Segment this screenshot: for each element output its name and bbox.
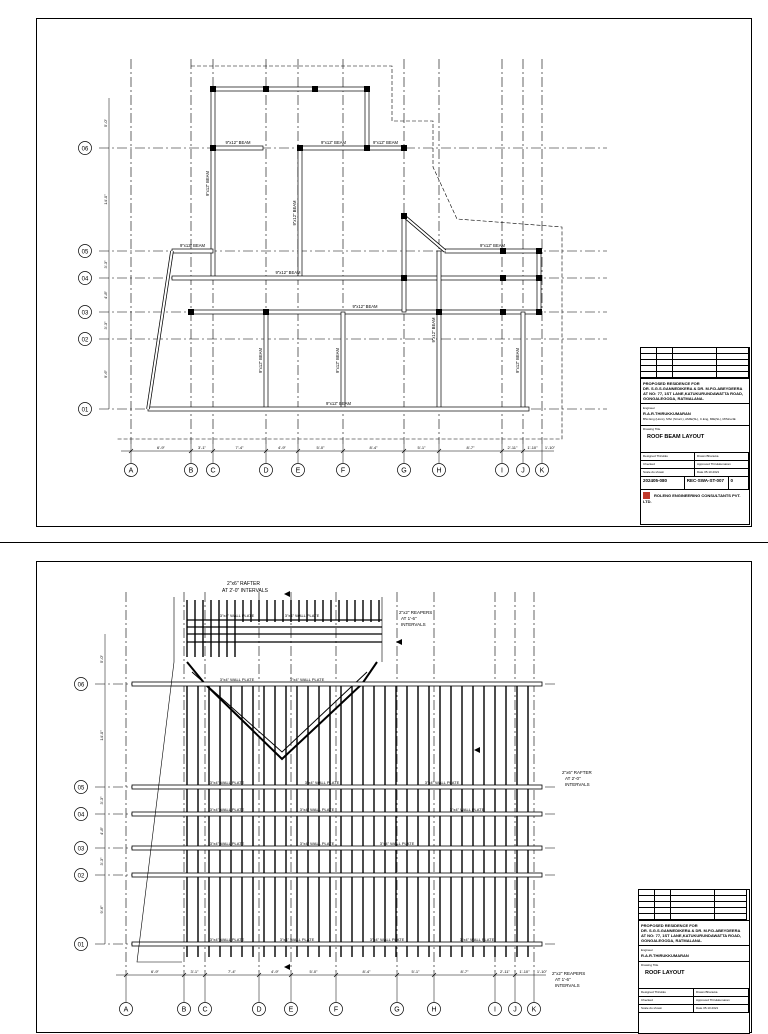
beam-label: 9"x12" BEAM: [325, 401, 352, 406]
grid-label-05: 05: [77, 785, 85, 792]
plate-label: 3"x4" WALL PLATE: [284, 613, 320, 618]
designed-label: Designed: [643, 454, 656, 458]
grid-label-02: 02: [77, 873, 85, 880]
beam: [537, 251, 541, 312]
plate-label: 3"x4" WALL PLATE: [379, 841, 415, 846]
approved-label: Approved: [697, 462, 710, 466]
column: [436, 309, 442, 315]
grid-label-C: C: [210, 467, 216, 475]
beam: [445, 249, 540, 253]
beam-label: 9"x12" BEAM: [320, 140, 347, 145]
company-name: ROLENG ENGINEERING CONSULTANTS PVT. LTD.: [643, 492, 741, 504]
note-reapers-bottom: 2"x2" REAPERS: [552, 971, 586, 976]
drawing-number: REC-SWA-ST-007: [686, 478, 725, 483]
checked-label: Checked: [641, 998, 653, 1002]
beam-label: 9"x12" BEAM: [515, 347, 520, 374]
grid-label-B: B: [181, 1006, 187, 1014]
grid-label-D: D: [263, 467, 269, 475]
note-rafter-top-interval: AT 2'-0" INTERVALS: [222, 588, 268, 594]
beam: [172, 276, 404, 280]
bay-dimension: 5'-0": [316, 445, 325, 450]
row-dimension: 3'-3": [99, 796, 104, 805]
address-line-2: GONGALEGODA, RATMALANA.: [641, 938, 702, 943]
column: [210, 86, 216, 92]
bay-dimension: 6'-9": [157, 445, 165, 450]
beam-label: 9"x12" BEAM: [225, 140, 251, 145]
drawn-label: Drawn: [696, 990, 705, 994]
checked-label: Checked: [643, 462, 655, 466]
grid-label-J: J: [521, 467, 525, 475]
scale: As shown: [649, 1006, 663, 1010]
grid-label-K: K: [531, 1006, 537, 1014]
bay-dimension: 8'-7": [460, 969, 469, 974]
plate-label: 3"x4" WALL PLATE: [219, 613, 255, 618]
column: [500, 248, 506, 254]
beam-label: 9"x12" BEAM: [275, 270, 301, 275]
row-dimension: 14'-0": [99, 730, 104, 741]
row-dimension: 14'-0": [103, 194, 108, 205]
grid-label-H: H: [431, 1006, 437, 1014]
row-dimension: 3'-3": [103, 321, 108, 330]
grid-label-A: A: [128, 467, 134, 475]
note-rafter-right-interval: AT 2'-0": [565, 776, 581, 781]
wall-plate: [132, 942, 542, 946]
revision-table: [641, 348, 749, 379]
drawn-by: Bhanuka: [705, 990, 718, 994]
section-marker-icon: [474, 747, 480, 753]
plate-label: 3"x4" WALL PLATE: [424, 780, 460, 785]
column: [401, 275, 407, 281]
grid-label-I: I: [501, 467, 503, 475]
section-marker-icon: [284, 591, 290, 597]
owners: DR. S.G.S.GANNEDIKERA & DR. M.P.D.ABEYDEERA: [641, 928, 741, 933]
column: [364, 86, 370, 92]
wall-plate: [132, 873, 542, 877]
bay-dimension: 4'-9": [278, 445, 286, 450]
roof-beam-layout-sheet: [36, 18, 752, 527]
address-line-2: GONGALEGODA, RATMALANA.: [643, 396, 704, 401]
note-reapers-top: 2"x2" REAPERS: [399, 610, 433, 615]
plate-label: 3"x4" WALL PLATE: [209, 807, 245, 812]
drawn-label: Drawn: [697, 454, 706, 458]
grid-label-01: 01: [77, 942, 85, 949]
plate-label: 3"x4" WALL PLATE: [209, 780, 245, 785]
bay-dimension: 2'-11": [507, 445, 518, 450]
grid-label-I: I: [494, 1006, 496, 1014]
note-rafter-top: 2"x6" RAFTER: [227, 581, 261, 587]
engineer-name: R.A.R.THIRUKKUMARAN: [643, 411, 691, 416]
beam-label: 9"x12" BEAM: [335, 347, 340, 374]
engineer-details: BSc.Eng (Hons), MSc (Struct.), AMIE(SL), C.Eng, MIE(SL), MIStructE: [643, 417, 736, 421]
grid-label-C: C: [202, 1006, 208, 1014]
plate-label: 3"x4" WALL PLATE: [209, 841, 245, 846]
drawing-title: ROOF BEAM LAYOUT: [647, 434, 705, 440]
grid-label-06: 06: [81, 146, 89, 153]
engineer-label: Engineer: [641, 948, 654, 952]
scale-label: Scale: [643, 470, 651, 474]
engineer-label: Engineer: [643, 406, 656, 410]
bay-dimension: 3'-1": [190, 969, 199, 974]
beam: [300, 146, 367, 150]
date-label: Date: [696, 1006, 703, 1010]
plate-label: 3"x4" WALL PLATE: [449, 807, 485, 812]
beam-label: 9"x12" BEAM: [352, 304, 378, 309]
note-rafter-right: 2"x6" RAFTER: [562, 770, 592, 775]
beam: [172, 249, 213, 253]
beam: [213, 87, 367, 91]
beam: [191, 310, 539, 314]
row-dimension: 5'-0": [103, 119, 108, 127]
grid-label-D: D: [256, 1006, 262, 1014]
bay-dimension: 2'-11": [500, 969, 510, 974]
title-block: [640, 347, 750, 525]
bay-dimension: 3'-1": [198, 445, 206, 450]
column: [263, 309, 269, 315]
plate-label: 3"x4" WALL PLATE: [299, 841, 335, 846]
beam: [437, 251, 441, 409]
column: [401, 213, 407, 219]
designed-label: Designed: [641, 990, 654, 994]
revision-table: [639, 890, 749, 921]
bay-dimension: 6'-9": [151, 969, 159, 974]
plate-label: 3"x4" WALL PLATE: [289, 677, 325, 682]
grid-label-H: H: [436, 467, 442, 475]
column: [536, 248, 542, 254]
drawn-by: Bhanuka: [706, 454, 719, 458]
grid-label-04: 04: [81, 276, 89, 283]
job-number: 202405-080: [643, 478, 668, 483]
date: 05.10.2021: [703, 1006, 719, 1010]
bay-dimension: 7'-4": [235, 445, 244, 450]
approved-label: Approved: [696, 998, 709, 1002]
grid-label-B: B: [188, 467, 194, 475]
bay-dimension: 5'-1": [417, 445, 426, 450]
plate-label: 3"x4" WALL PLATE: [219, 677, 255, 682]
column: [500, 309, 506, 315]
plate-label: 3"x4" WALL PLATE: [459, 937, 495, 942]
beam: [213, 146, 263, 150]
bay-dimension: 8'-4": [369, 445, 378, 450]
column: [188, 309, 194, 315]
beam: [148, 407, 529, 411]
beam-label: 9"x12" BEAM: [205, 170, 210, 197]
project-header: PROPOSED RESIDENCE FOR: [643, 381, 700, 386]
section-marker-icon: [284, 964, 290, 970]
bay-dimension: 4'-9": [271, 969, 279, 974]
row-dimension: 3'-3": [103, 260, 108, 269]
beam: [264, 312, 268, 409]
bay-dimension: 5'-0": [309, 969, 318, 974]
owners: DR. S.G.S.GANNEDIKERA & DR. M.P.D.ABEYDEERA: [643, 386, 743, 391]
plate-label: 3"x4" WALL PLATE: [209, 937, 245, 942]
bay-dimension: 1'-10": [527, 445, 538, 450]
bay-dimension: 1'-10": [544, 445, 556, 450]
grid-label-03: 03: [81, 310, 89, 317]
note-reapers-top-interval: AT 1'-6": [401, 616, 417, 621]
beam: [521, 312, 525, 409]
column: [401, 145, 407, 151]
date-label: Date: [697, 470, 704, 474]
wall-plate: [132, 682, 542, 686]
drawing-title-label: Drawing Title: [643, 427, 661, 431]
beam: [341, 312, 345, 409]
row-dimension: 9'-6": [103, 370, 108, 378]
roof-layout-sheet: [36, 561, 752, 1033]
bay-dimension: 1'-10": [536, 969, 548, 974]
grid-label-F: F: [340, 467, 346, 475]
wall-plate: [132, 812, 542, 816]
beam: [298, 148, 302, 278]
column: [536, 309, 542, 315]
engineer-name: R.A.R.THIRUKKUMARAN: [641, 953, 689, 958]
grid-label-E: E: [288, 1006, 294, 1014]
designed-by: Thirukku: [654, 990, 666, 994]
beam: [365, 89, 369, 148]
address-line-1: AT NO: 77, 1ST LANE,KATUKURUNDAWATTA ROAD,: [643, 391, 743, 396]
column: [500, 275, 506, 281]
beam: [404, 276, 540, 280]
row-dimension: 4'-8": [103, 291, 108, 299]
wall-plate: [132, 846, 542, 850]
title-block: [638, 889, 750, 1034]
beam-label: 9"x12" BEAM: [431, 317, 436, 343]
note-rafter-right-interval2: INTERVALS: [565, 782, 590, 787]
wall-plate: [132, 785, 542, 789]
bay-dimension: 1'-10": [519, 969, 530, 974]
plate-label: 3"x4" WALL PLATE: [299, 807, 335, 812]
sheet-separator: [0, 542, 768, 543]
row-dimension: 3'-3": [99, 857, 104, 866]
row-dimension: 5'-0": [99, 655, 104, 663]
note-reapers-bottom-interval2: INTERVALS: [555, 983, 580, 988]
grid-label-04: 04: [77, 812, 85, 819]
grid-label-G: G: [401, 467, 407, 475]
grid-label-01: 01: [81, 407, 89, 414]
beam-label: 9"x12" BEAM: [179, 243, 206, 248]
revision: 0: [730, 478, 734, 483]
address-line-1: AT NO: 77, 1ST LANE,KATUKURUNDAWATTA ROAD,: [641, 933, 741, 938]
drawing-title-label: Drawing Title: [641, 963, 659, 967]
eave-line: [137, 597, 182, 962]
beam-label: 9"x12" BEAM: [479, 243, 506, 248]
scale: As shown: [651, 470, 665, 474]
plate-label: 3"x4" WALL PLATE: [369, 937, 405, 942]
project-header: PROPOSED RESIDENCE FOR: [641, 923, 698, 928]
date: 05.10.2021: [704, 470, 720, 474]
column: [210, 145, 216, 151]
grid-label-K: K: [539, 467, 545, 475]
grid-label-03: 03: [77, 846, 85, 853]
plate-label: 3"x4" WALL PLATE: [279, 937, 315, 942]
note-reapers-top-interval2: INTERVALS: [401, 622, 426, 627]
grid-label-05: 05: [81, 249, 89, 256]
plate-label: 3"x4" WALL PLATE: [304, 780, 340, 785]
section-marker-icon: [396, 639, 402, 645]
grid-label-E: E: [295, 467, 301, 475]
beam: [367, 146, 404, 150]
column: [297, 145, 303, 151]
approved-by: Thirukkumaran: [709, 998, 730, 1002]
row-dimension: 9'-6": [99, 905, 104, 914]
column: [312, 86, 318, 92]
grid-label-06: 06: [77, 682, 85, 689]
column: [263, 86, 269, 92]
scale-label: Scale: [641, 1006, 649, 1010]
grid-label-A: A: [123, 1006, 129, 1014]
column: [536, 275, 542, 281]
drawing-title: ROOF LAYOUT: [645, 970, 685, 976]
row-dimension: 4'-8": [99, 827, 104, 835]
note-reapers-bottom-interval: AT 1'-6": [555, 977, 571, 982]
bay-dimension: 7'-4": [228, 969, 236, 974]
beam-label: 9"x12" BEAM: [372, 140, 399, 145]
column: [364, 145, 370, 151]
grid-label-F: F: [333, 1006, 339, 1014]
company-logo-icon: [643, 492, 650, 499]
diagonal-beam-inner: [148, 251, 172, 409]
grid-label-G: G: [394, 1006, 400, 1014]
designed-by: Thirukku: [656, 454, 668, 458]
beam-label: 9"x12" BEAM: [292, 200, 297, 226]
grid-label-02: 02: [81, 337, 89, 344]
approved-by: Thirukkumaran: [710, 462, 731, 466]
bay-dimension: 8'-7": [466, 445, 475, 450]
beam-label: 9"x12" BEAM: [258, 347, 263, 374]
grid-label-J: J: [513, 1006, 517, 1014]
hip-rafter: [187, 662, 377, 759]
bay-dimension: 5'-1": [411, 969, 420, 974]
beam: [402, 216, 406, 312]
bay-dimension: 8'-4": [362, 969, 371, 974]
